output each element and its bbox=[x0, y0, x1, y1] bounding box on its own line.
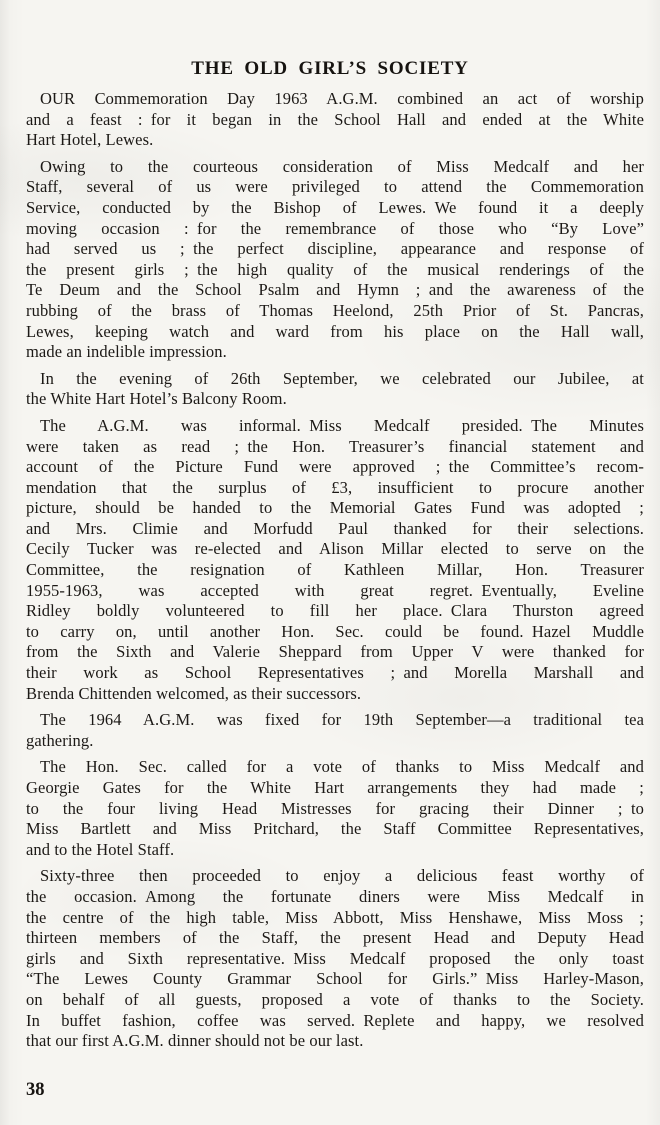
page-title: THE OLD GIRL’S SOCIETY bbox=[191, 58, 469, 79]
text-line: picture, should be handed to the Memorial Gates Fund was adopted ; bbox=[26, 498, 644, 518]
paragraph bbox=[26, 89, 644, 151]
text-line: and Mrs. Climie and Morfudd Paul thanked for their selections. bbox=[26, 518, 644, 538]
text-line: Lewes, keeping watch and ward from his place on the Hall wall, bbox=[26, 321, 644, 341]
text-line: that our first A.G.M. dinner should not be our last. bbox=[26, 1031, 364, 1051]
text-line: 1955-1963, was accepted with great regret. Eventually, Eveline bbox=[26, 580, 644, 600]
text-line: the White Hart Hotel’s Balcony Room. bbox=[26, 389, 287, 409]
text-line: Brenda Chittenden welcomed, as their successors. bbox=[26, 683, 362, 703]
text-line: their work as School Representatives ; and Morella Marshall and bbox=[26, 663, 644, 683]
text-line: Owing to the courteous consideration of Miss Medcalf and her bbox=[40, 156, 644, 176]
text-line: The Hon. Sec. called for a vote of thanks to Miss Medcalf and bbox=[40, 757, 644, 777]
text-line: Miss Bartlett and Miss Pritchard, the Staff Committee Representatives, bbox=[26, 819, 644, 839]
page-number: 38 bbox=[26, 1080, 45, 1100]
paragraph bbox=[26, 369, 644, 410]
paragraph bbox=[26, 710, 644, 751]
text-line: and to the Hotel Staff. bbox=[26, 839, 175, 859]
text-line: on behalf of all guests, proposed a vote of thanks to the Society. bbox=[26, 989, 644, 1009]
text-line: account of the Picture Fund were approved ; the Committee’s recom- bbox=[26, 457, 644, 477]
text-line: Committee, the resignation of Kathleen Millar, Hon. Treasurer bbox=[26, 560, 644, 580]
text-line: In buffet fashion, coffee was served. Replete and happy, we resolved bbox=[26, 1010, 644, 1030]
paragraph bbox=[26, 866, 644, 1051]
text-line: The A.G.M. was informal. Miss Medcalf presided. The Minutes bbox=[40, 415, 644, 435]
text-line: moving occasion : for the remembrance of those who “By Love” bbox=[26, 218, 644, 238]
text-line: Te Deum and the School Psalm and Hymn ; and the awareness of the bbox=[26, 280, 644, 300]
text-line: Sixty-three then proceeded to enjoy a delicious feast worthy of bbox=[40, 866, 644, 886]
text-line: Georgie Gates for the White Hart arrangements they had made ; bbox=[26, 778, 644, 797]
text-line: Ridley boldly volunteered to fill her place. Clara Thurston agreed bbox=[26, 601, 644, 621]
text-line: mendation that the surplus of £3, insufficient to procure another bbox=[26, 477, 644, 497]
text-line: to carry on, until another Hon. Sec. could be found. Hazel Muddle bbox=[26, 621, 644, 641]
text-line: the present girls ; the high quality of the musical renderings of the bbox=[26, 259, 644, 279]
text-line: made an indelible impression. bbox=[26, 342, 227, 362]
text-line: OUR Commemoration Day 1963 A.G.M. combined an act of worship bbox=[40, 89, 644, 108]
text-line: Cecily Tucker was re-elected and Alison Millar elected to serve on the bbox=[26, 539, 644, 559]
paragraph bbox=[26, 757, 644, 860]
text-line: girls and Sixth representative. Miss Medcalf proposed the only toast bbox=[26, 948, 644, 968]
text-line: and a feast : for it began in the School Hall and ended at the White bbox=[26, 109, 644, 129]
text-line: gathering. bbox=[26, 730, 94, 750]
text-line: rubbing of the brass of Thomas Heelond, 25th Prior of St. Pancras, bbox=[26, 300, 644, 320]
page-body bbox=[26, 89, 644, 1058]
text-line: In the evening of 26th September, we celebrated our Jubilee, at bbox=[40, 368, 644, 388]
text-line: had served us ; the perfect discipline, appearance and response of bbox=[26, 239, 644, 259]
text-line: Hart Hotel, Lewes. bbox=[26, 130, 154, 150]
text-line: Service, conducted by the Bishop of Lewes. We found it a deeply bbox=[26, 197, 644, 217]
text-line: The 1964 A.G.M. was fixed for 19th September—a traditional tea bbox=[40, 710, 644, 730]
paragraph bbox=[26, 157, 644, 363]
paragraph bbox=[26, 416, 644, 704]
text-line: to the four living Head Mistresses for gracing their Dinner ; to bbox=[26, 798, 644, 818]
text-line: the centre of the high table, Miss Abbott, Miss Henshawe, Miss Moss ; bbox=[26, 907, 644, 927]
text-line: Staff, several of us were privileged to attend the Commemoration bbox=[26, 177, 644, 197]
text-line: from the Sixth and Valerie Sheppard from Upper V were thanked for bbox=[26, 642, 644, 662]
text-line: were taken as read ; the Hon. Treasurer’s financial statement and bbox=[26, 436, 644, 456]
text-line: thirteen members of the Staff, the present Head and Deputy Head bbox=[26, 928, 644, 948]
text-line: “The Lewes County Grammar School for Girls.” Miss Harley-Mason, bbox=[26, 969, 644, 989]
text-line: the occasion. Among the fortunate diners were Miss Medcalf in bbox=[26, 886, 644, 906]
